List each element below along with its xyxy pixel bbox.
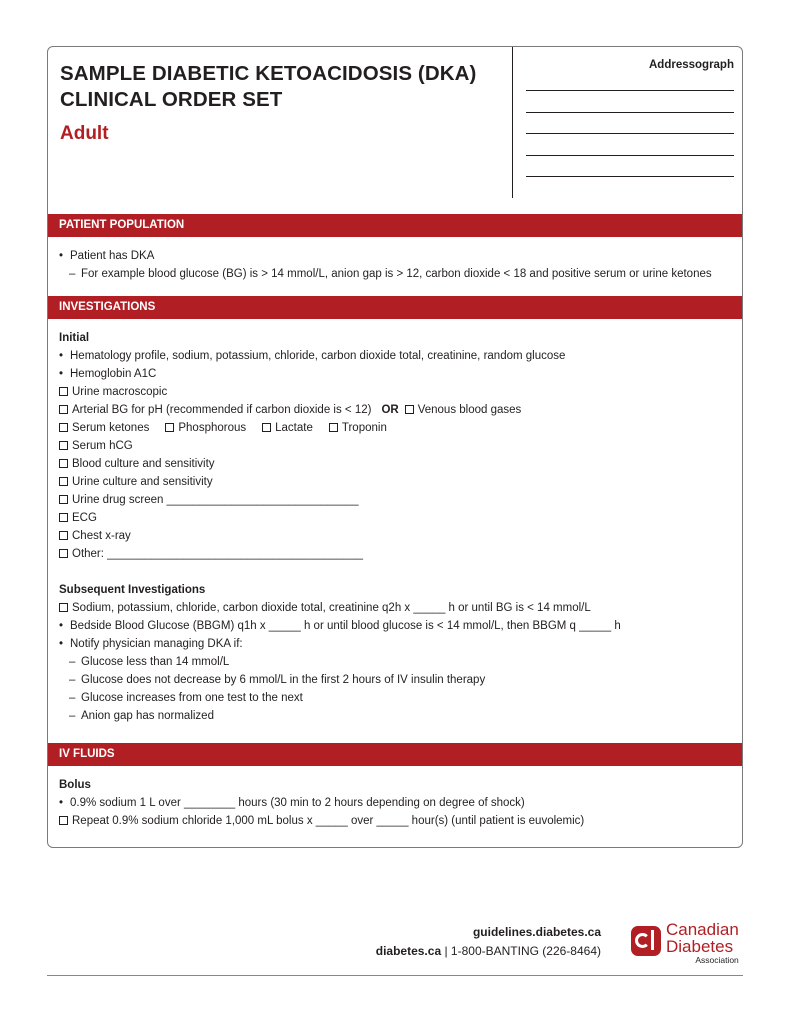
addressograph-line[interactable] [526,90,734,91]
checkbox-item [59,455,729,473]
order-set-frame [47,46,743,848]
checkbox-icon[interactable] [59,387,68,396]
subheading-subsequent: Subsequent Investigations [59,584,206,596]
checkbox-label: Venous blood gases [417,404,522,416]
list-item-text: Anion gap has normalized [81,710,214,722]
bullet-icon: • [59,368,64,380]
checkbox-label: ECG [72,512,97,524]
list-item-text: Glucose less than 14 mmol/L [81,656,230,668]
bullet-icon: • [59,638,64,650]
section-header-patient-population: PATIENT POPULATION [48,214,742,237]
checkbox-icon[interactable] [262,423,271,432]
dash-icon: – [69,710,76,722]
dash-icon: – [69,674,76,686]
list-item-text: Hematology profile, sodium, potassium, chloride, carbon dioxide total, creatinine, random glucose [70,350,566,362]
list-item-text: Glucose does not decrease by 6 mmol/L in the first 2 hours of IV insulin therapy [81,674,486,686]
dash-icon: – [69,656,76,668]
bullet-icon: • [59,350,64,362]
list-item [59,689,729,707]
checkbox-icon[interactable] [59,531,68,540]
logo-line-3: Association [695,955,739,965]
checkbox-item [59,812,729,830]
checkbox-label[interactable]: Repeat 0.9% sodium chloride 1,000 mL bolus x _____ over _____ hour(s) (until patient is euvolemic) [72,815,585,827]
title-line-2: CLINICAL ORDER SET [60,88,283,111]
patient-population-content [59,247,729,283]
list-item-text: Hemoglobin A1C [70,368,157,380]
section-header-investigations: INVESTIGATIONS [48,296,742,319]
list-item [59,347,729,365]
list-item-text: Glucose increases from one test to the next [81,692,303,704]
footer-url-guidelines[interactable]: guidelines.diabetes.ca [472,925,601,939]
addressograph-line[interactable] [526,112,734,113]
addressograph-area [526,59,734,177]
addressograph-line[interactable] [526,176,734,177]
checkbox-item [59,599,729,617]
footer-contact-line [376,942,601,961]
footer-url-diabetes[interactable]: diabetes.ca [375,944,442,958]
subheading-initial: Initial [59,332,90,344]
list-item-text[interactable]: Bedside Blood Glucose (BBGM) q1h x _____ h or until blood glucose is < 14 mmol/L, then BBGM q _____ h [70,620,621,632]
checkbox-icon[interactable] [59,816,68,825]
addressograph-label: Addressograph [649,59,734,71]
checkbox-icon[interactable] [59,405,68,414]
checkbox-label: Arterial BG for pH (recommended if carbon dioxide is < 12) [72,404,372,416]
checkbox-icon[interactable] [59,549,68,558]
section-header-iv-fluids: IV FLUIDS [48,743,742,766]
or-label: OR [381,404,399,416]
checkbox-icon[interactable] [329,423,338,432]
subheading-bolus: Bolus [59,779,91,791]
header-divider [512,47,513,198]
checkbox-label: Chest x-ray [72,530,131,542]
bullet-icon: • [59,797,64,809]
page-subtitle: Adult [60,123,109,144]
list-item [59,635,729,653]
checkbox-label: Troponin [341,422,387,434]
logo-line-2: Diabetes [666,937,734,956]
footer-separator: | [441,944,451,958]
list-item [59,365,729,383]
addressograph-line[interactable] [526,155,734,156]
checkbox-label: Lactate [275,422,313,434]
checkbox-icon[interactable] [59,495,68,504]
checkbox-label: Serum ketones [72,422,150,434]
checkbox-icon[interactable] [165,423,174,432]
list-item [59,707,729,725]
checkbox-icon[interactable] [59,603,68,612]
checkbox-item [59,401,729,419]
cda-logo [631,921,746,967]
footer-phone: 1-800-BANTING (226-8464) [450,944,601,958]
logo-text [666,921,739,965]
list-item [59,617,729,635]
checkbox-label: Urine culture and sensitivity [72,476,213,488]
checkbox-item [59,383,729,401]
list-item [59,247,729,265]
list-item-text: For example blood glucose (BG) is > 14 mmol/L, anion gap is > 12, carbon dioxide < 18 and positive serum or urine ketones [81,268,712,280]
footer-links [376,923,601,961]
iv-fluids-content [59,776,729,830]
logo-line-1: Canadian [666,920,739,939]
investigations-content [59,329,729,725]
checkbox-icon[interactable] [59,513,68,522]
checkbox-item [59,527,729,545]
addressograph-line[interactable] [526,133,734,134]
footer-divider [47,975,743,976]
checkbox-icon[interactable] [59,477,68,486]
checkbox-icon[interactable] [405,405,414,414]
checkbox-item [59,491,729,509]
checkbox-item [59,545,729,563]
list-item-text: Notify physician managing DKA if: [70,638,243,650]
checkbox-label[interactable]: Urine drug screen ______________________________ [72,494,359,506]
checkbox-item [59,437,729,455]
title-line-1: SAMPLE DIABETIC KETOACIDOSIS (DKA) [60,62,477,85]
checkbox-item [59,509,729,527]
list-item [59,794,729,812]
dash-icon: – [69,268,76,280]
list-item [59,653,729,671]
checkbox-icon[interactable] [59,441,68,450]
checkbox-icon[interactable] [59,423,68,432]
page-title [60,61,476,113]
checkbox-item [59,473,729,491]
checkbox-label[interactable]: Sodium, potassium, chloride, carbon dioxide total, creatinine q2h x _____ h or until BG is < 14 mmol/L [72,602,591,614]
cda-logo-icon [631,926,661,956]
list-item [59,671,729,689]
checkbox-label: Serum hCG [72,440,133,452]
checkbox-item [59,419,729,437]
checkbox-label[interactable]: Other: ________________________________________ [72,548,363,560]
list-item-text: Patient has DKA [70,250,155,262]
title-block [60,61,476,145]
checkbox-icon[interactable] [59,459,68,468]
checkbox-label: Blood culture and sensitivity [72,458,215,470]
list-item-text[interactable]: 0.9% sodium 1 L over ________ hours (30 min to 2 hours depending on degree of shock) [70,797,525,809]
dash-icon: – [69,692,76,704]
form-header [48,47,742,213]
list-item [59,265,729,283]
checkbox-label: Phosphorous [178,422,247,434]
bullet-icon: • [59,250,64,262]
bullet-icon: • [59,620,64,632]
checkbox-label: Urine macroscopic [72,386,168,398]
